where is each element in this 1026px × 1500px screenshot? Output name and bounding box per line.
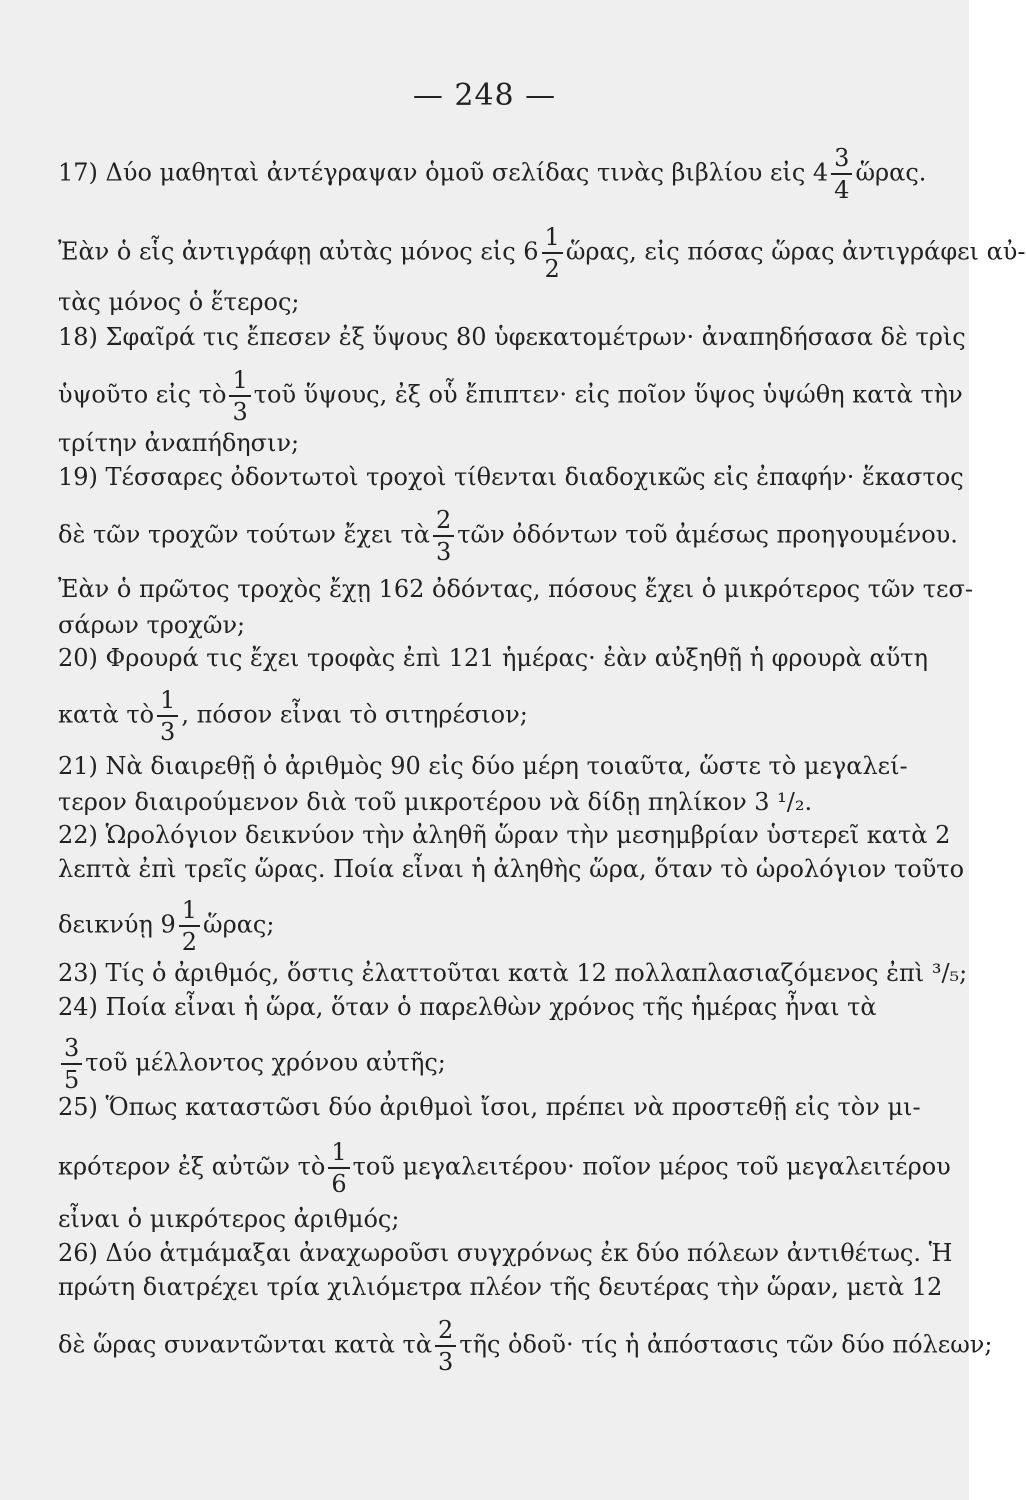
text-line	[58, 144, 927, 204]
text-line: τερον διαιρούμενον διὰ τοῦ μικροτέρου νὰ δίδῃ πηλίκον 3 ¹/₂.	[58, 788, 813, 816]
line-text: Ἐὰν ὁ εἷς ἀντιγράφῃ αὐτὰς μόνος εἰς 6	[58, 237, 539, 266]
text-line: 26) Δύο ἁτμάμαξαι ἀναχωροῦσι συγχρόνως ἐκ δύο πόλεων ἀντιθέτως. Ἡ	[58, 1239, 953, 1267]
text-line: 21) Νὰ διαιρεθῇ ὁ ἀριθμὸς 90 εἰς δύο μέρη τοιαῦτα, ὥστε τὸ μεγαλεί-	[58, 752, 908, 780]
line-text: ὥρας, εἰς πόσας ὥρας ἀντιγράφει αὐ-	[565, 237, 1026, 266]
line-text: ὑψοῦτο εἰς τὸ	[58, 380, 227, 409]
text-line	[58, 1036, 908, 1092]
text-line	[58, 1138, 951, 1198]
text-line	[58, 688, 908, 744]
fraction: $\frac{2}{3}$	[433, 508, 454, 564]
fraction: $\frac{1}{3}$	[157, 688, 178, 744]
text-line: πρώτη διατρέχει τρία χιλιόμετρα πλέον τῆς δευτέρας τὴν ὥραν, μετὰ 12	[58, 1273, 943, 1301]
text-line: 24) Ποία εἶναι ἡ ὥρα, ὅταν ὁ παρελθὼν χρόνος τῆς ἡμέρας ἦναι τὰ	[58, 993, 877, 1021]
text-line: εἶναι ὁ μικρότερος ἀριθμός;	[58, 1205, 400, 1233]
line-text: 17) Δύο μαθηταὶ ἀντέγραψαν ὁμοῦ σελίδας τινὰς βιβλίου εἰς 4	[58, 158, 829, 187]
line-text: ὥρας;	[203, 910, 275, 939]
line-text: κατὰ τὸ	[58, 700, 155, 729]
text-line	[58, 366, 963, 426]
text-line: λεπτὰ ἐπὶ τρεῖς ὥρας. Ποία εἶναι ἡ ἀληθὴς ὥρα, ὅταν τὸ ὡρολόγιον τοῦτο	[58, 855, 965, 883]
text-line: 22) Ὡρολόγιον δεικνύον τὴν ἀληθῆ ὥραν τὴν μεσημβρίαν ὑστερεῖ κατὰ 2	[58, 821, 951, 849]
text-line	[58, 898, 908, 954]
text-line: 18) Σφαῖρά τις ἔπεσεν ἐξ ὕψους 80 ὑφεκατομέτρων· ἀναπηδήσασα δὲ τρὶς	[58, 323, 966, 351]
line-text: , πόσον εἶναι τὸ σιτηρέσιον;	[181, 700, 528, 729]
text-line: τὰς μόνος ὁ ἕτερος;	[58, 288, 300, 316]
text-line: 23) Τίς ὁ ἀριθμός, ὅστις ἐλαττοῦται κατὰ 12 πολλαπλασιαζόμενος ἐπὶ ³/₅;	[58, 959, 968, 987]
line-text: τῶν ὀδόντων τοῦ ἀμέσως προηγουμένου.	[457, 520, 958, 549]
line-text: τῆς ὁδοῦ· τίς ἡ ἀπόστασις τῶν δύο πόλεων;	[459, 1330, 993, 1359]
fraction: $\frac{3}{4}$	[831, 146, 852, 202]
line-text: τοῦ ὕψους, ἐξ οὗ ἔπιπτεν· εἰς ποῖον ὕψος ὑψώθη κατὰ τὴν	[253, 380, 963, 409]
line-text: δεικνύῃ 9	[58, 910, 176, 939]
page-number: — 248 —	[412, 78, 557, 113]
fraction: $\frac{1}{2}$	[542, 225, 563, 281]
line-text: δὲ τῶν τροχῶν τούτων ἔχει τὰ	[58, 520, 430, 549]
fraction: $\frac{1}{6}$	[328, 1140, 349, 1196]
text-line: 19) Τέσσαρες ὀδοντωτοὶ τροχοὶ τίθενται διαδοχικῶς εἰς ἐπαφήν· ἕκαστος	[58, 463, 964, 491]
text-line: Ἐὰν ὁ πρῶτος τροχὸς ἔχῃ 162 ὀδόντας, πόσους ἔχει ὁ μικρότερος τῶν τεσ-	[58, 575, 973, 603]
text-line: 25) Ὅπως καταστῶσι δύο ἀριθμοὶ ἴσοι, πρέπει νὰ προστεθῇ εἰς τὸν μι-	[58, 1093, 921, 1121]
text-line: τρίτην ἀναπήδησιν;	[58, 429, 300, 457]
text-line	[58, 1316, 993, 1376]
line-text: κρότερον ἐξ αὐτῶν τὸ	[58, 1152, 326, 1181]
fraction: $\frac{1}{3}$	[229, 368, 250, 424]
fraction: $\frac{2}{3}$	[435, 1318, 456, 1374]
line-text: δὲ ὥρας συναντῶνται κατὰ τὰ	[58, 1330, 433, 1359]
text-line: 20) Φρουρά τις ἔχει τροφὰς ἐπὶ 121 ἡμέρας· ἐὰν αὐξηθῇ ἡ φρουρὰ αὕτη	[58, 644, 928, 672]
text-line	[58, 506, 958, 566]
line-text: ὥρας.	[855, 158, 927, 187]
fraction: $\frac{3}{5}$	[61, 1036, 82, 1092]
line-text: τοῦ μέλλοντος χρόνου αὐτῆς;	[85, 1048, 446, 1077]
text-line: σάρων τροχῶν;	[58, 611, 246, 639]
fraction: $\frac{1}{2}$	[179, 898, 200, 954]
text-line	[58, 223, 1026, 283]
line-text: τοῦ μεγαλειτέρου· ποῖον μέρος τοῦ μεγαλειτέρου	[352, 1152, 951, 1181]
